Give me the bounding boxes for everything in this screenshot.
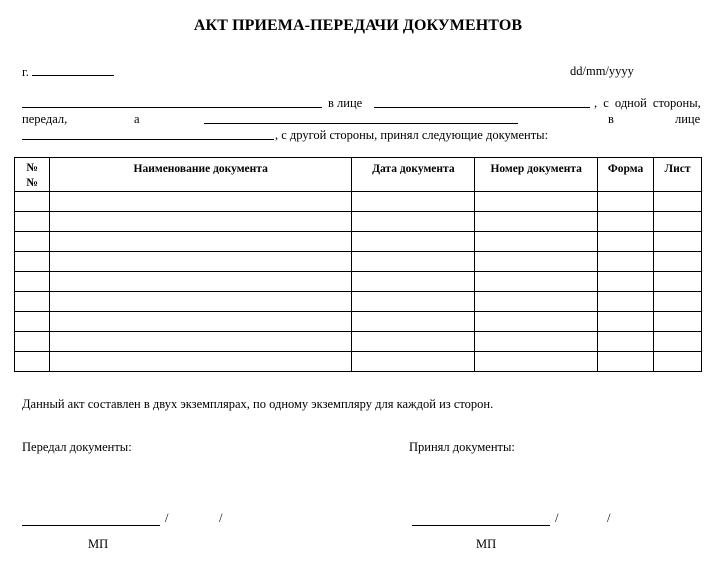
cell-docnumber[interactable] (475, 212, 598, 232)
left-stamp-label: МП (88, 537, 109, 551)
cell-name[interactable] (49, 212, 351, 232)
cell-date[interactable] (352, 332, 475, 352)
left-slash-1: / (165, 511, 169, 525)
cell-docnumber[interactable] (475, 312, 598, 332)
copies-note: Данный акт составлен в двух экземплярах, по одному экземпляру для каждой из сторон. (22, 397, 494, 411)
table-body (15, 192, 702, 372)
cell-number[interactable] (15, 212, 50, 232)
cell-number[interactable] (15, 312, 50, 332)
cell-docnumber[interactable] (475, 252, 598, 272)
cell-number[interactable] (15, 192, 50, 212)
city-field (22, 64, 114, 80)
cell-date[interactable] (352, 352, 475, 372)
table-row (15, 212, 702, 232)
cell-sheet[interactable] (654, 192, 702, 212)
cell-form[interactable] (598, 272, 654, 292)
cell-sheet[interactable] (654, 212, 702, 232)
cell-number[interactable] (15, 292, 50, 312)
documents-table (14, 157, 702, 372)
left-slash-2: / (219, 511, 223, 525)
cell-date[interactable] (352, 212, 475, 232)
party1-blank[interactable] (22, 96, 322, 108)
cell-name[interactable] (49, 332, 351, 352)
and-label: а (134, 112, 140, 126)
col-docnumber-header: Номер документа (475, 158, 598, 192)
table-row (15, 232, 702, 252)
cell-name[interactable] (49, 192, 351, 212)
right-slash-1: / (555, 511, 559, 525)
table-row (15, 252, 702, 272)
representative2-line (22, 128, 274, 144)
cell-name[interactable] (49, 252, 351, 272)
cell-sheet[interactable] (654, 332, 702, 352)
cell-number[interactable] (15, 232, 50, 252)
table-row (15, 352, 702, 372)
party2-blank[interactable] (204, 112, 518, 124)
received-docs-label: Принял документы: (409, 440, 515, 454)
cell-sheet[interactable] (654, 252, 702, 272)
table-header-row (15, 158, 702, 192)
person-label-2: лице (675, 112, 701, 126)
document-title: АКТ ПРИЕМА-ПЕРЕДАЧИ ДОКУМЕНТОВ (193, 17, 523, 34)
transferred-docs-label: Передал документы: (22, 440, 132, 454)
col-sheet-header: Лист (654, 158, 702, 192)
cell-number[interactable] (15, 352, 50, 372)
cell-form[interactable] (598, 332, 654, 352)
cell-sheet[interactable] (654, 292, 702, 312)
cell-docnumber[interactable] (475, 352, 598, 372)
col-date-header: Дата документа (352, 158, 475, 192)
cell-sheet[interactable] (654, 232, 702, 252)
table-row (15, 292, 702, 312)
cell-sheet[interactable] (654, 272, 702, 292)
cell-date[interactable] (352, 252, 475, 272)
col-number-header: № № (15, 158, 50, 192)
one-side-label: , с одной стороны, (594, 96, 701, 110)
party2-line (204, 112, 518, 128)
cell-name[interactable] (49, 352, 351, 372)
transferred-label: передал, (22, 112, 68, 126)
table-row (15, 192, 702, 212)
other-side-label: , с другой стороны, принял следующие документы: (275, 128, 549, 142)
left-signature-line[interactable] (22, 524, 160, 526)
cell-sheet[interactable] (654, 352, 702, 372)
col-form-header: Форма (598, 158, 654, 192)
cell-form[interactable] (598, 212, 654, 232)
cell-form[interactable] (598, 352, 654, 372)
cell-date[interactable] (352, 312, 475, 332)
city-prefix: г. (22, 65, 29, 79)
cell-date[interactable] (352, 192, 475, 212)
cell-name[interactable] (49, 292, 351, 312)
cell-form[interactable] (598, 232, 654, 252)
cell-date[interactable] (352, 232, 475, 252)
in-person-label-1: в лице (328, 96, 363, 110)
date-field[interactable]: dd/mm/yyyy (570, 64, 634, 78)
cell-form[interactable] (598, 312, 654, 332)
cell-number[interactable] (15, 332, 50, 352)
cell-date[interactable] (352, 292, 475, 312)
cell-docnumber[interactable] (475, 292, 598, 312)
cell-docnumber[interactable] (475, 192, 598, 212)
party1-line (22, 96, 322, 112)
col-name-header: Наименование документа (49, 158, 351, 192)
cell-form[interactable] (598, 252, 654, 272)
table-row (15, 332, 702, 352)
cell-sheet[interactable] (654, 312, 702, 332)
representative1-blank[interactable] (374, 96, 590, 108)
cell-docnumber[interactable] (475, 332, 598, 352)
representative1-line (374, 96, 590, 112)
table-row (15, 272, 702, 292)
cell-form[interactable] (598, 192, 654, 212)
cell-date[interactable] (352, 272, 475, 292)
cell-number[interactable] (15, 272, 50, 292)
right-slash-2: / (607, 511, 611, 525)
right-signature-line[interactable] (412, 524, 550, 526)
cell-name[interactable] (49, 272, 351, 292)
representative2-blank[interactable] (22, 128, 274, 140)
right-stamp-label: МП (476, 537, 497, 551)
cell-docnumber[interactable] (475, 232, 598, 252)
cell-docnumber[interactable] (475, 272, 598, 292)
in-label-2: в (608, 112, 614, 126)
cell-name[interactable] (49, 232, 351, 252)
cell-number[interactable] (15, 252, 50, 272)
cell-name[interactable] (49, 312, 351, 332)
city-blank[interactable] (32, 64, 114, 76)
cell-form[interactable] (598, 292, 654, 312)
table-row (15, 312, 702, 332)
